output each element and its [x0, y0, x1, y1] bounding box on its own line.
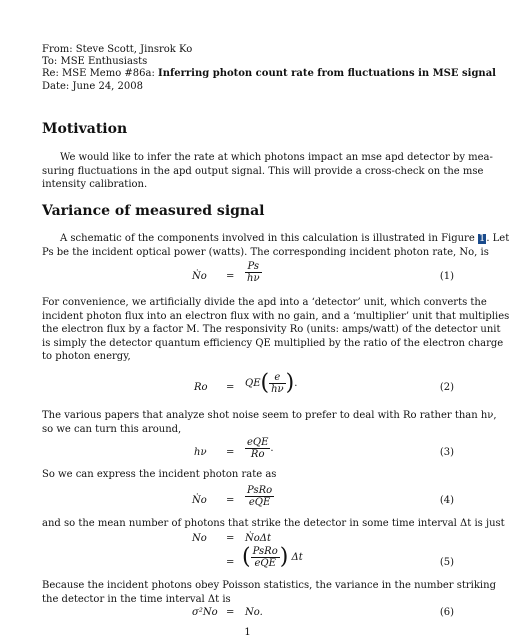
- eq-rhs: [245, 372, 297, 395]
- from-line: From: Steve Scott, Jinsrok Ko: [42, 44, 193, 55]
- text-line: to photon energy,: [42, 351, 131, 362]
- paragraph-schematic: [42, 232, 509, 259]
- text-line: and so the mean number of photons that strike the detector in some time interval Δt is just: [42, 518, 505, 529]
- paren-left: (: [260, 370, 270, 396]
- paragraph-shot-noise: [42, 409, 497, 436]
- paren-left: (: [242, 544, 251, 570]
- eq-equals: =: [226, 607, 235, 618]
- eq-rhs: [245, 437, 274, 460]
- equation-6: [42, 607, 454, 623]
- text-span: . Let: [486, 233, 509, 244]
- eq-term: QE: [245, 378, 261, 389]
- date-line: Date: June 24, 2008: [42, 80, 143, 92]
- text-line: We would like to infer the rate at which photons impact an mse apd detector by mea-: [60, 152, 493, 163]
- denominator: Ro: [250, 449, 265, 460]
- re-title: Inferring photon count rate from fluctuations in MSE signal: [158, 68, 496, 80]
- eq-lhs: Ro: [194, 382, 208, 393]
- paragraph-photon-rate: [42, 468, 454, 482]
- eq-rhs: ṄoΔt: [245, 533, 272, 544]
- eq-rhs: [245, 485, 274, 508]
- eq-lhs: hν: [194, 447, 207, 458]
- eq-lhs: σ²No: [192, 607, 218, 618]
- equation-number: (2): [439, 382, 454, 393]
- eq-equals: =: [226, 533, 235, 544]
- text-line: the electron flux by a factor M. The responsivity Ro (units: amps/watt) of the detector unit: [42, 324, 501, 335]
- text-line: so we can turn this around,: [42, 423, 182, 435]
- equation-number: (3): [439, 447, 454, 458]
- eq-rhs: [242, 546, 303, 569]
- eq-term: .: [270, 443, 274, 454]
- eq-equals: =: [226, 271, 235, 282]
- text-line: incident photon flux into an electron flux with no gain, and a ‘multiplier’ unit that multiplies: [42, 310, 509, 322]
- equation-number: (4): [439, 495, 454, 506]
- eq-lhs: Ṅo: [192, 271, 207, 282]
- denominator: hν: [247, 273, 260, 284]
- fraction: [245, 437, 270, 460]
- text-line: Because the incident photons obey Poisson statistics, the variance in the number striking: [42, 580, 496, 591]
- eq-term: .: [294, 378, 298, 389]
- text-line: is simply the detector quantum efficiency QE multiplied by the ratio of the electron charge: [42, 337, 504, 349]
- text-span: A schematic of the components involved in this calculation is illustrated in Figure: [60, 233, 478, 244]
- equation-5: [42, 533, 454, 581]
- eq-lhs: No: [192, 533, 207, 544]
- eq-rhs: No.: [245, 607, 263, 618]
- numerator: PsRo: [252, 546, 278, 557]
- paragraph-motivation: [42, 151, 493, 192]
- text-line: intensity calibration.: [42, 179, 148, 190]
- page-number: 1: [244, 627, 251, 638]
- paragraph-responsivity: [42, 296, 509, 364]
- re-prefix: Re: MSE Memo #86a:: [42, 68, 159, 80]
- text-line: suring fluctuations in the apd output signal. This will provide a cross-check on the mse: [42, 165, 484, 177]
- text-line: [42, 232, 509, 246]
- equation-3: [42, 438, 454, 468]
- paren-right: ): [285, 370, 295, 396]
- to-line: To: MSE Enthusiasts: [42, 56, 148, 68]
- text-line: For convenience, we artificially divide the apd into a ‘detector’ unit, which converts the: [42, 297, 487, 308]
- paren-right: ): [279, 544, 289, 570]
- eq-lhs: Ṅo: [192, 495, 207, 506]
- section-heading-motivation: Motivation: [42, 121, 128, 137]
- numerator: PsRo: [247, 485, 273, 496]
- re-line: [42, 68, 496, 80]
- fraction: [245, 261, 262, 284]
- numerator: e: [269, 372, 286, 384]
- fraction: [245, 485, 274, 508]
- equation-4: [42, 486, 454, 516]
- fraction: [251, 546, 280, 569]
- eq-equals: =: [226, 382, 235, 393]
- fraction: [269, 372, 286, 395]
- eq-term: Δt: [291, 552, 303, 563]
- denominator: eQE: [254, 558, 276, 569]
- text-line: the detector in the time interval Δt is: [42, 593, 231, 605]
- eq-rhs: [245, 261, 262, 284]
- text-line: The various papers that analyze shot noise seem to prefer to deal with Ro rather than hν,: [42, 410, 497, 421]
- equation-1: [42, 262, 454, 292]
- eq-equals: =: [226, 447, 235, 458]
- text-line: So we can express the incident photon rate as: [42, 469, 277, 480]
- paragraph-mean-photons: [42, 517, 505, 531]
- equation-2: [42, 372, 454, 404]
- numerator: eQE: [247, 437, 269, 448]
- section-heading-variance: Variance of measured signal: [42, 203, 265, 219]
- paragraph-poisson: [42, 579, 496, 606]
- denominator: hν: [271, 384, 284, 395]
- denominator: eQE: [248, 497, 271, 508]
- memo-header: [42, 44, 496, 93]
- eq-equals: =: [226, 557, 235, 568]
- numerator: Ps: [245, 261, 262, 273]
- eq-equals: =: [226, 495, 235, 506]
- equation-number: (6): [439, 607, 454, 618]
- figure-link[interactable]: 1: [478, 233, 486, 244]
- equation-number: (1): [439, 271, 454, 282]
- text-line: Ps be the incident optical power (watts). The corresponding incident photon rate, No, is: [42, 246, 489, 258]
- equation-number: (5): [439, 557, 454, 568]
